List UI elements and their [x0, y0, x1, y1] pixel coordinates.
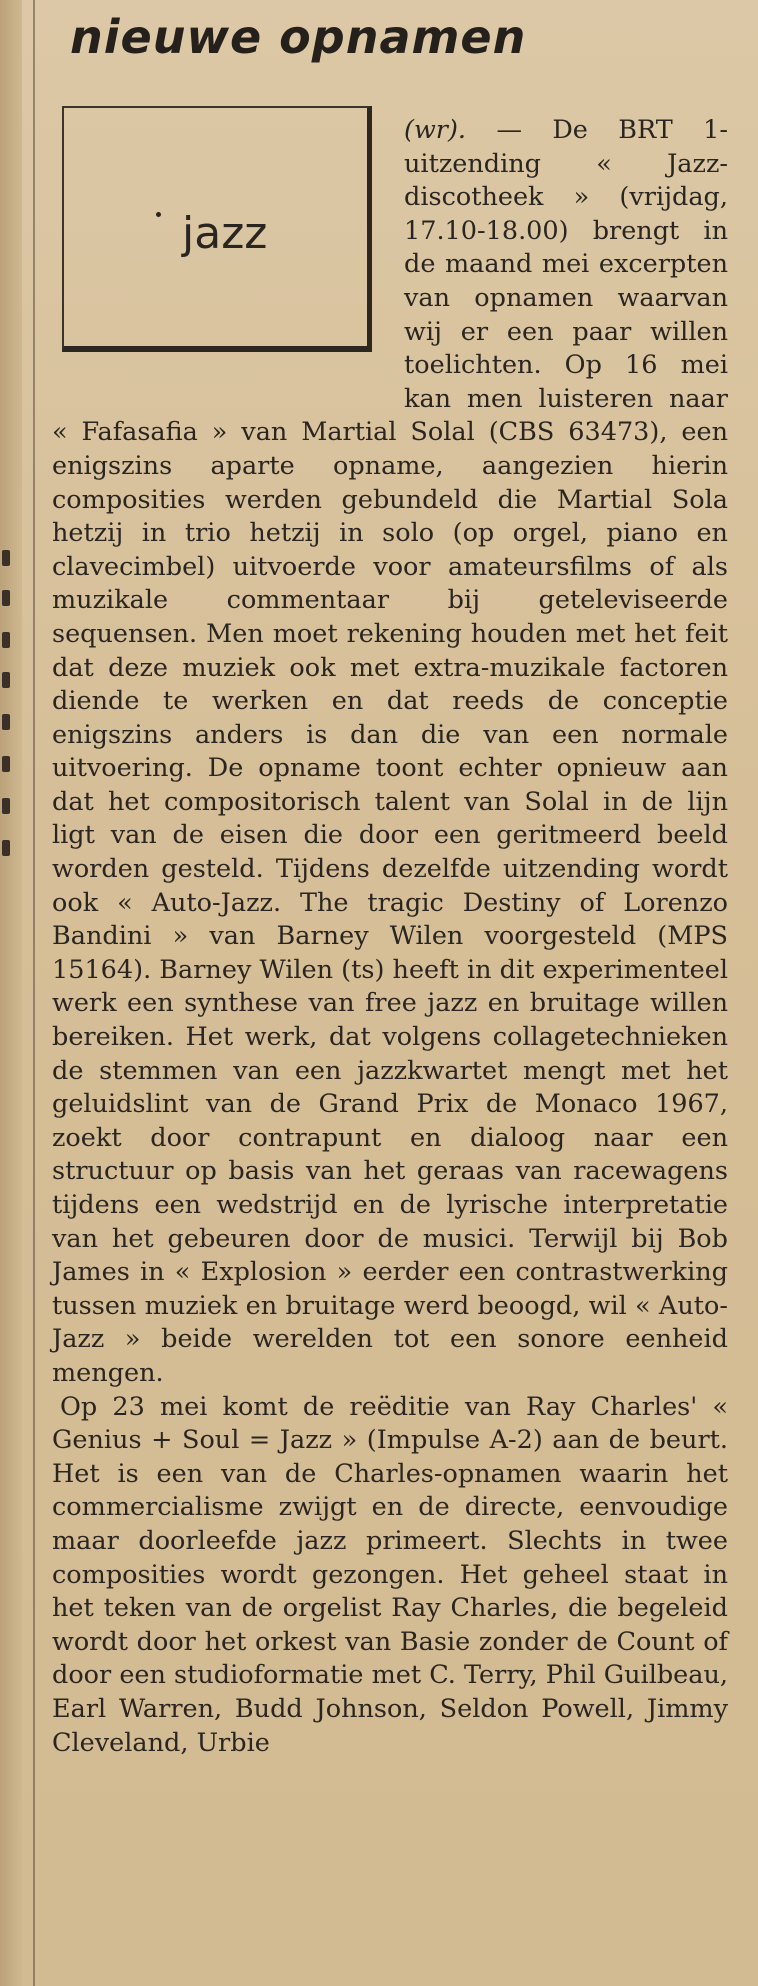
gutter-mark: [2, 798, 10, 814]
column-rule: [33, 0, 35, 1986]
page-gutter: [0, 0, 22, 1986]
gutter-mark: [2, 714, 10, 730]
gutter-mark: [2, 632, 10, 648]
article-body: [52, 114, 728, 1760]
gutter-mark: [2, 590, 10, 606]
gutter-mark: [2, 672, 10, 688]
gutter-mark: [2, 756, 10, 772]
paragraph-text: — De BRT 1-uitzending « Jazz-discotheek » (vrijdag, 17.10-18.00) brengt in de maand mei excerpten van opnamen waarvan wij er een paar willen toelichten. Op 16 mei kan men luisteren naar « Fafasafia » van Martial Solal (CBS 63473), een enigszins aparte opname, aangezien hierin composities werden gebundeld die Martial Sola hetzij in trio hetzij in solo (op orgel, piano en clavecimbel) uitvoerde voor amateursfilms of als muzikale commentaar bij geteleviseerde sequensen. Men moet rekening houden met het feit dat deze muziek ook met extra-muzikale factoren diende te werken en dat reeds de conceptie enigszins anders is dan die van een normale uitvoering. De opname toont echter opnieuw aan dat het compositorisch talent van Solal in de lijn ligt van de eisen die door een geritmeerd beeld worden gesteld. Tijdens dezelfde uitzending wordt ook « Auto-Jazz. The tragic Destiny of Lorenzo Bandini » van Barney Wilen voorgesteld (MPS 15164). Barney Wilen (ts) heeft in dit experimenteel werk een synthese van free jazz en bruitage willen bereiken. Het werk, dat volgens collagetechnieken de stemmen van een jazzkwartet mengt met het geluidslint van de Grand Prix de Monaco 1967, zoekt door contrapunt en dialoog naar een structuur op basis van het geraas van racewagens tijdens een wedstrijd en de lyrische interpretatie van het gebeuren door de musici. Terwijl bij Bob James in « Explosion » eerder een contrastwerking tussen muziek en bruitage werd beoogd, wil « Auto-Jazz » beide werelden tot een sonore eenheid mengen.: [52, 115, 728, 1388]
section-heading: nieuwe opnamen: [70, 10, 527, 64]
gutter-mark: [2, 550, 10, 566]
article-paragraph: Op 23 mei komt de reëditie van Ray Charles' « Genius + Soul = Jazz » (Impulse A-2) aan de beurt. Het is een van de Charles-opnamen waarin het commercialisme zwijgt en de directe, eenvoudige maar doorleefde jazz primeert. Slechts in twee composities wordt gezongen. Het geheel staat in het teken van de orgelist Ray Charles, die begeleid wordt door het orkest van Basie zonder de Count of door een studioformatie met C. Terry, Phil Guilbeau, Earl Warren, Budd Johnson, Seldon Powell, Jimmy Cleveland, Urbie: [52, 1391, 728, 1758]
byline: (wr).: [404, 115, 467, 145]
box-spacer: [52, 114, 404, 386]
jazz-label: jazz: [182, 208, 268, 259]
gutter-mark: [2, 840, 10, 856]
